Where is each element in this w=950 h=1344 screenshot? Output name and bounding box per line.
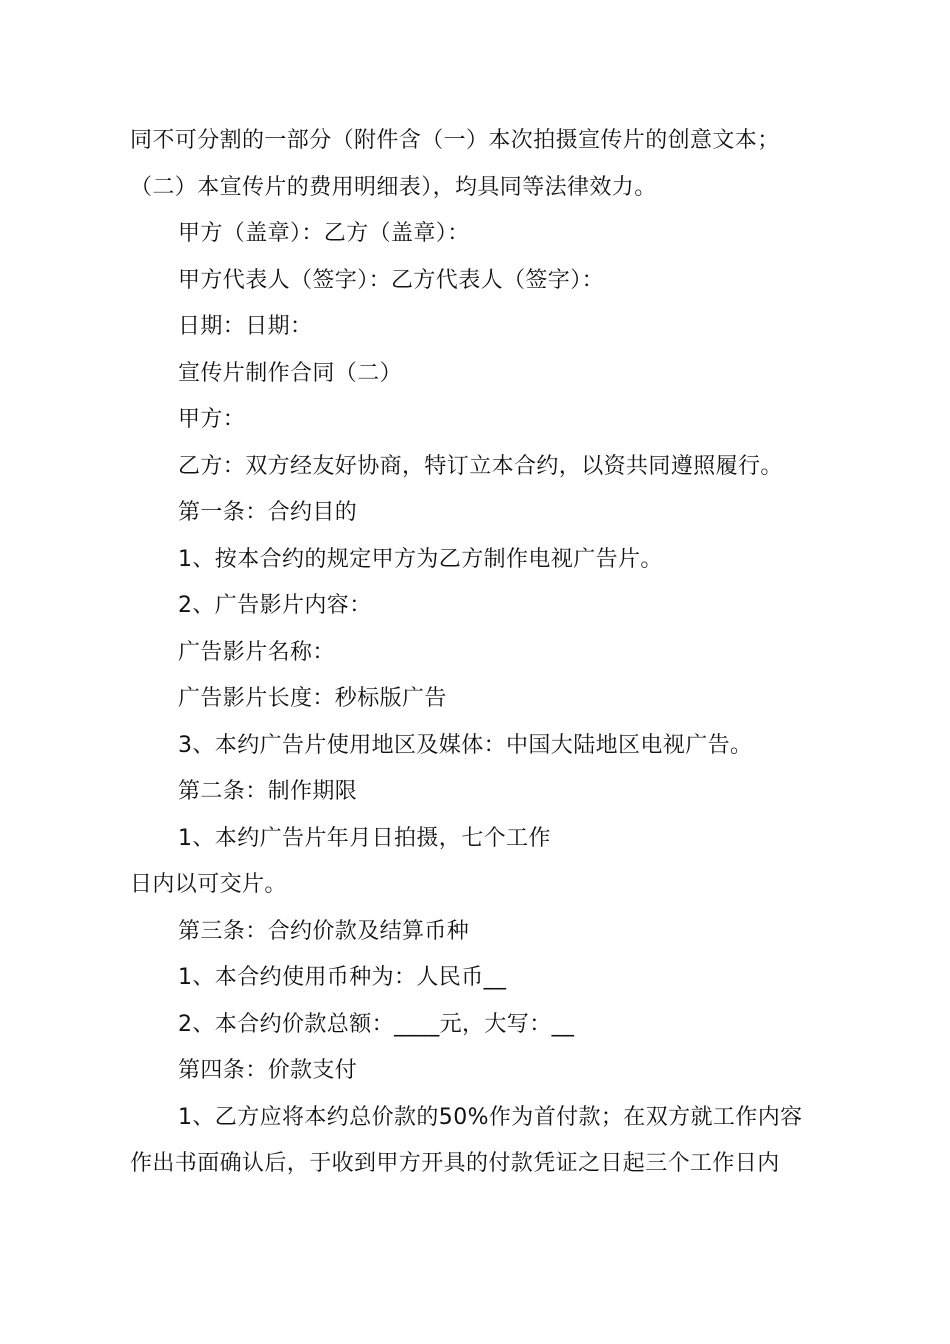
article-heading: 第三条：合约价款及结算币种 [178, 919, 470, 944]
text-line: 甲方代表人（签字）：乙方代表人（签字）： [178, 268, 605, 293]
text-line: 广告影片名称： [178, 640, 335, 665]
text-line: 1、本约广告片年月日拍摄，七个工作 [178, 826, 551, 851]
article-heading: 第一条：合约目的 [178, 500, 358, 525]
text-line: 甲方（盖章）：乙方（盖章）： [178, 221, 470, 246]
article-heading: 第二条：制作期限 [178, 779, 358, 804]
section-title: 宣传片制作合同（二） [178, 361, 403, 386]
text-line: 作出书面确认后，于收到甲方开具的付款凭证之日起三个工作日内 [130, 1151, 780, 1176]
text-line: 1、乙方应将本约总价款的50%作为首付款；在双方就工作内容 [178, 1105, 803, 1130]
text-line: 3、本约广告片使用地区及媒体：中国大陆地区电视广告。 [178, 733, 753, 758]
text-line: 日期：日期： [178, 314, 313, 339]
text-line: 1、按本合约的规定甲方为乙方制作电视广告片。 [178, 547, 663, 572]
text-line: 2、本合约价款总额：____元，大写：__ [178, 1012, 575, 1037]
text-line: 同不可分割的一部分（附件含（一）本次拍摄宣传片的创意文本； [130, 128, 780, 153]
text-line: 甲方： [178, 407, 246, 432]
text-line: 1、本合约使用币种为：人民币__ [178, 965, 507, 990]
text-line: 日内以可交片。 [130, 872, 287, 897]
text-line: 2、广告影片内容： [178, 593, 372, 618]
text-line: （二）本宣传片的费用明细表），均具同等法律效力。 [130, 175, 657, 200]
article-heading: 第四条：价款支付 [178, 1058, 358, 1083]
text-line: 广告影片长度：秒标版广告 [178, 686, 447, 711]
text-line: 乙方：双方经友好协商，特订立本合约，以资共同遵照履行。 [178, 454, 783, 479]
